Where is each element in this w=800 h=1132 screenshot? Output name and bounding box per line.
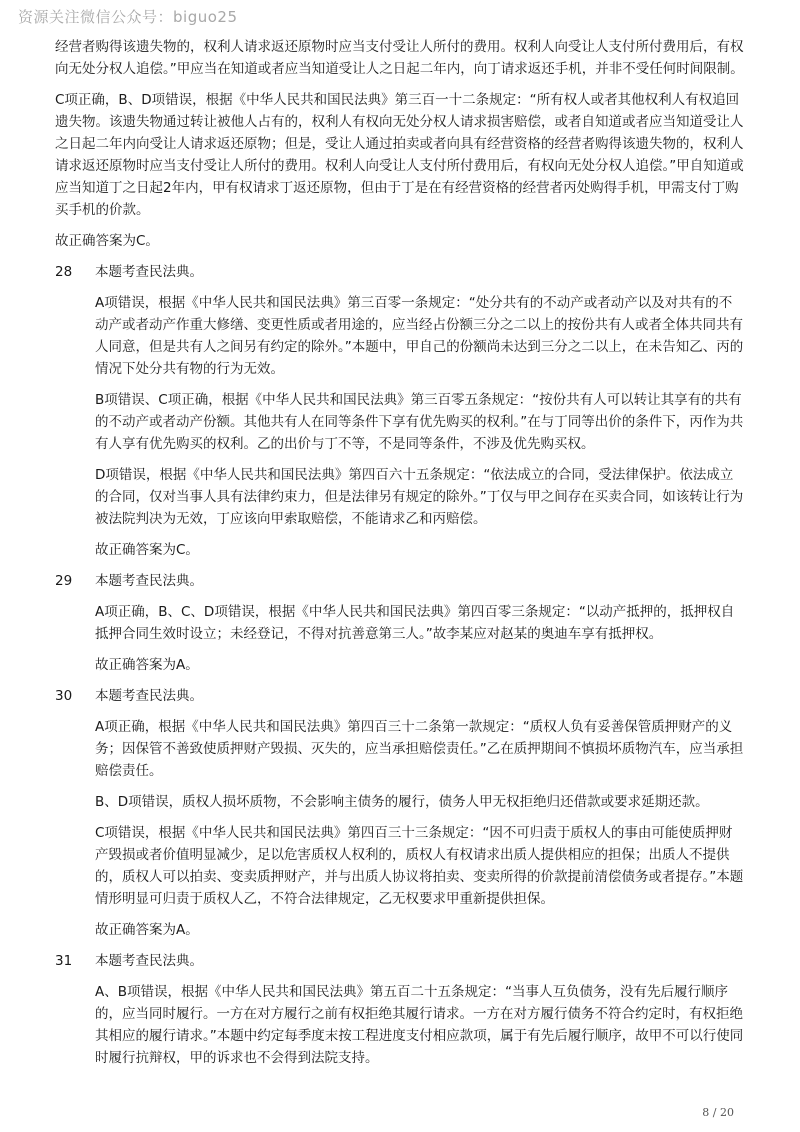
question-topic: 本题考查民法典。 [95, 688, 203, 704]
explanation-paragraph: B、D项错误，质权人损坏质物，不会影响主债务的履行，债务人甲无权拒绝归还借款或要求延期还款。 [95, 794, 709, 810]
explanation-paragraph: A项正确，根据《中华人民共和国民法典》第四百三十二条第一款规定：“质权人负有妥善保管质押财产的义务；因保管不善致使质押财产毁损、灭失的，应当承担赔偿责任。”乙在质押期间不慎损坏质物汽车，应当承担赔偿责任。 [95, 719, 744, 779]
watermark: 资源关注微信公众号：biguo25 [18, 8, 238, 26]
question-header [55, 685, 745, 707]
explanation-paragraph: B项错误、C项正确，根据《中华人民共和国民法典》第三百零五条规定：“按份共有人可以转让其享有的共有的不动产或者动产份额。其他共有人在同等条件下享有优先购买的权利。”在与丁同等出价的条件下，丙作为共有人享有优先购买的权利。乙的出价与丁不等，不是同等条件，不涉及优先购买权。 [95, 392, 744, 452]
explanation-paragraph: A、B项错误，根据《中华人民共和国民法典》第五百二十五条规定：“当事人互负债务，没有先后履行顺序的，应当同时履行。一方在对方履行之前有权拒绝其履行请求。一方在对方履行债务不符合约定时，有权拒绝其相应的履行请求。”本题中约定每季度末按工程进度支付相应款项，属于有先后履行顺序，故甲不可以行使同时履行抗辩权，甲的诉求也不会得到法院支持。 [95, 984, 744, 1066]
question-header [55, 570, 745, 592]
intro-paragraph: 经营者购得该遗失物的，权利人请求返还原物时应当支付受让人所付的费用。权利人向受让人支付所付费用后，有权向无处分权人追偿。”甲应当在知道或者应当知道受让人之日起二年内，向丁请求返还手机，并非不受任何时间限制。 [55, 39, 744, 77]
question-topic: 本题考查民法典。 [95, 264, 203, 280]
explanation-paragraph: A项错误，根据《中华人民共和国民法典》第三百零一条规定：“处分共有的不动产或者动产以及对共有的不动产或者动产作重大修缮、变更性质或者用途的，应当经占份额三分之二以上的按份共有人或者全体共同共有人同意，但是共有人之间另有约定的除外。”本题中，甲自己的份额尚未达到三分之二以上，在未告知乙、丙的情况下处分共有物的行为无效。 [95, 295, 744, 377]
question-header [55, 950, 745, 972]
question-number: 30 [55, 688, 73, 704]
page-separator: / [712, 1106, 717, 1119]
question-topic: 本题考查民法典。 [95, 953, 203, 969]
question-number: 31 [55, 953, 73, 969]
intro-paragraph: C项正确，B、D项错误，根据《中华人民共和国民法典》第三百一十二条规定：“所有权人或者其他权利人有权追回遗失物。该遗失物通过转让被他人占有的，权利人有权向无处分权人请求损害赔偿，或者自知道或者应当知道受让人之日起二年内向受让人请求返还原物；但是，受让人通过拍卖或者向具有经营资格的经营者购得该遗失物的，权利人请求返还原物时应当支付受让人所付的费用。权利人向受让人支付所付费用后，有权向无处分权人追偿。”甲自知道或应当知道丁之日起2年内，甲有权请求丁返还原物，但由于丁是在有经营资格的经营者丙处购得手机，甲需支付丁购买手机的价款。 [55, 92, 744, 218]
answer-line: 故正确答案为A。 [95, 657, 199, 673]
answer-line: 故正确答案为C。 [95, 542, 199, 558]
page-indicator [702, 1106, 734, 1119]
document-body [55, 36, 745, 1078]
explanation-paragraph: D项错误，根据《中华人民共和国民法典》第四百六十五条规定：“依法成立的合同，受法律保护。依法成立的合同，仅对当事人具有法律约束力，但是法律另有规定的除外。”丁仅与甲之间存在买卖合同，如该转让行为被法院判决为无效，丁应该向甲索取赔偿，不能请求乙和丙赔偿。 [95, 467, 744, 527]
current-page: 8 [702, 1106, 710, 1119]
question-header [55, 261, 745, 283]
explanation-paragraph: A项正确，B、C、D项错误，根据《中华人民共和国民法典》第四百零三条规定：“以动产抵押的，抵押权自抵押合同生效时设立；未经登记，不得对抗善意第三人。”故李某应对赵某的奥迪车享有抵押权。 [95, 604, 735, 642]
explanation-paragraph: C项错误，根据《中华人民共和国民法典》第四百三十三条规定：“因不可归责于质权人的事由可能使质押财产毁损或者价值明显减少，足以危害质权人权利的，质权人有权请求出质人提供相应的担保；出质人不提供的，质权人可以拍卖、变卖质押财产，并与出质人协议将拍卖、变卖所得的价款提前清偿债务或者提存。”本题情形明显可归责于质权人乙，不符合法律规定，乙无权要求甲重新提供担保。 [95, 825, 744, 907]
question-number: 28 [55, 264, 73, 280]
total-pages: 20 [720, 1106, 734, 1119]
question-number: 29 [55, 573, 73, 589]
question-topic: 本题考查民法典。 [95, 573, 203, 589]
intro-answer: 故正确答案为C。 [55, 233, 159, 249]
answer-line: 故正确答案为A。 [95, 922, 199, 938]
